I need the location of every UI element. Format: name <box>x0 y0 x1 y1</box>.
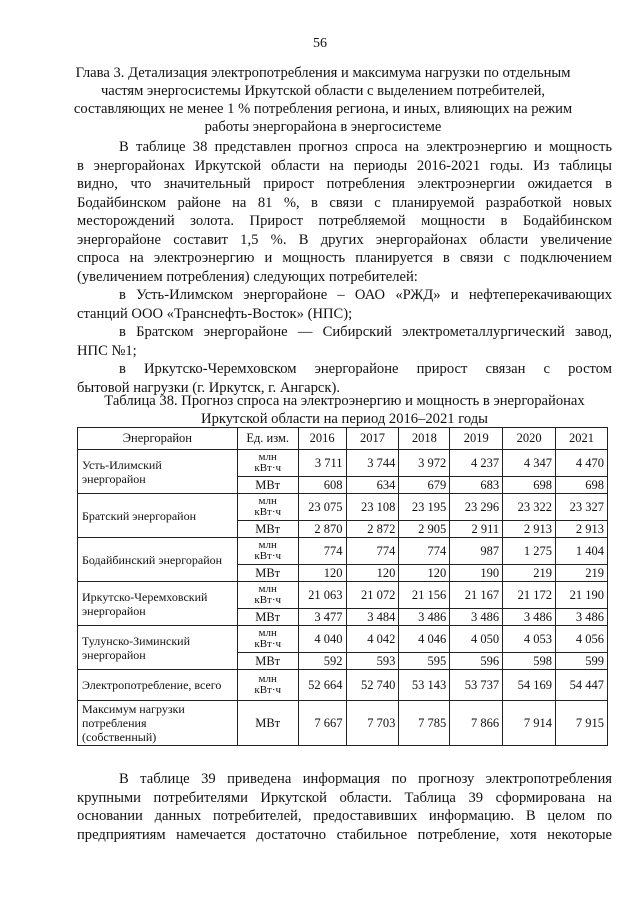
unit-cell: млн кВт·ч <box>237 670 298 701</box>
value-cell: 3 711 <box>298 450 346 477</box>
value-cell: 21 172 <box>503 582 556 609</box>
text-line: В таблице 39 приведена информация по прогнозу электропотребления <box>119 771 612 787</box>
value-cell: 7 785 <box>399 701 450 746</box>
value-cell: 592 <box>298 653 346 670</box>
value-cell: 3 486 <box>450 609 503 626</box>
column-header: 2018 <box>399 428 450 450</box>
unit-cell: МВт <box>237 565 298 582</box>
text-line: предприятиям намечается достаточно стабильное потребление, хотя некоторые <box>77 826 612 843</box>
unit-cell: млн кВт·ч <box>237 494 298 521</box>
unit-cell: МВт <box>237 521 298 538</box>
table-row-max-load <box>78 701 608 746</box>
value-cell: 7 703 <box>346 701 399 746</box>
text-line: в Иркутско-Черемховском энергорайоне прирост связан с ростом <box>119 361 612 377</box>
table-caption <box>77 393 612 428</box>
value-cell: 2 913 <box>503 521 556 538</box>
value-cell: 4 347 <box>503 450 556 477</box>
value-cell: 679 <box>399 477 450 494</box>
table-row <box>78 538 608 565</box>
value-cell: 698 <box>503 477 556 494</box>
value-cell: 120 <box>346 565 399 582</box>
table-row <box>78 494 608 521</box>
value-cell: 4 046 <box>399 626 450 653</box>
column-header: 2019 <box>450 428 503 450</box>
unit-cell: млн кВт·ч <box>237 450 298 477</box>
value-cell: 120 <box>298 565 346 582</box>
value-cell: 4 053 <box>503 626 556 653</box>
text-line: В таблице 38 представлен прогноз спроса на электроэнергию и мощность <box>119 139 612 155</box>
value-cell: 23 322 <box>503 494 556 521</box>
value-cell: 52 740 <box>346 670 399 701</box>
value-cell: 23 195 <box>399 494 450 521</box>
value-cell: 21 063 <box>298 582 346 609</box>
region-name: Иркутско-Черемховский энергорайон <box>78 582 238 626</box>
text-line: Бодайбинском районе на 81 %, в связи с планируемой разработкой новых <box>77 194 612 211</box>
text-line: в энергорайонах Иркутской области на периоды 2016-2021 годы. Из таблицы <box>77 157 612 174</box>
unit-cell: млн кВт·ч <box>237 582 298 609</box>
text-line: видно, что значительный прирост потребления электроэнергии ожидается в <box>77 176 612 192</box>
value-cell: 683 <box>450 477 503 494</box>
unit-cell: МВт <box>237 653 298 670</box>
table-row <box>78 626 608 653</box>
chapter-title <box>70 64 576 136</box>
column-header: 2017 <box>346 428 399 450</box>
value-cell: 3 486 <box>503 609 556 626</box>
value-cell: 3 484 <box>346 609 399 626</box>
text-line: крупными потребителями Иркутской области. Таблица 39 сформирована на <box>77 789 612 806</box>
value-cell: 4 042 <box>346 626 399 653</box>
paragraph-intro <box>77 138 612 286</box>
chapter-title-line: частям энергосистемы Иркутской области с выделением потребителей, <box>100 83 546 99</box>
value-cell: 774 <box>298 538 346 565</box>
unit-cell: МВт <box>237 477 298 494</box>
forecast-table <box>77 427 608 746</box>
paragraph-ust-ilimsk <box>77 286 612 323</box>
table-caption-line: Таблица 38. Прогноз спроса на электроэнергию и мощность в энергорайонах <box>104 393 585 409</box>
value-cell: 4 056 <box>556 626 608 653</box>
text-line: бытовой нагрузки (г. Иркутск, г. Ангарск). <box>77 379 340 396</box>
value-cell: 598 <box>503 653 556 670</box>
value-cell: 21 156 <box>399 582 450 609</box>
value-cell: 52 664 <box>298 670 346 701</box>
table-row-total <box>78 670 608 701</box>
value-cell: 54 447 <box>556 670 608 701</box>
region-name: Бодайбинский энергорайон <box>78 538 238 582</box>
value-cell: 3 972 <box>399 450 450 477</box>
text-line: НПС №1; <box>77 342 137 359</box>
column-header: 2016 <box>298 428 346 450</box>
value-cell: 219 <box>556 565 608 582</box>
value-cell: 634 <box>346 477 399 494</box>
value-cell: 23 327 <box>556 494 608 521</box>
text-line: (увеличением потребления) следующих потребителей: <box>77 268 418 285</box>
value-cell: 4 237 <box>450 450 503 477</box>
max-load-label: Максимум нагрузки потребления (собственный) <box>78 701 238 746</box>
column-header: 2020 <box>503 428 556 450</box>
region-name: Братский энергорайон <box>78 494 238 538</box>
value-cell: 7 667 <box>298 701 346 746</box>
value-cell: 21 190 <box>556 582 608 609</box>
value-cell: 23 108 <box>346 494 399 521</box>
column-header: Ед. изм. <box>237 428 298 450</box>
chapter-title-line: составляющих не менее 1 % потребления региона, и иных, влияющих на режим <box>73 101 573 117</box>
paragraph-table-39 <box>77 770 612 844</box>
value-cell: 2 872 <box>346 521 399 538</box>
unit-cell: млн кВт·ч <box>237 626 298 653</box>
value-cell: 7 914 <box>503 701 556 746</box>
column-header: 2021 <box>556 428 608 450</box>
region-name: Тулунско-Зиминский энергорайон <box>78 626 238 670</box>
paragraph-bratsk <box>77 323 612 360</box>
table-row <box>78 582 608 609</box>
unit-cell: млн кВт·ч <box>237 538 298 565</box>
value-cell: 987 <box>450 538 503 565</box>
value-cell: 23 075 <box>298 494 346 521</box>
value-cell: 2 905 <box>399 521 450 538</box>
chapter-title-line: Глава 3. Детализация электропотребления и максимума нагрузки по отдельным <box>75 65 571 81</box>
text-line: в Братском энергорайоне — Сибирский электрометаллургический завод, <box>119 324 612 340</box>
value-cell: 4 040 <box>298 626 346 653</box>
value-cell: 190 <box>450 565 503 582</box>
value-cell: 3 744 <box>346 450 399 477</box>
value-cell: 4 050 <box>450 626 503 653</box>
region-name: Усть-Илимский энергорайон <box>78 450 238 494</box>
total-label: Электропотребление, всего <box>78 670 238 701</box>
text-line: спроса на электроэнергию и мощность планируется в связи с подключением <box>77 250 612 266</box>
value-cell: 774 <box>399 538 450 565</box>
value-cell: 54 169 <box>503 670 556 701</box>
value-cell: 2 913 <box>556 521 608 538</box>
unit-cell: МВт <box>237 701 298 746</box>
value-cell: 1 275 <box>503 538 556 565</box>
value-cell: 608 <box>298 477 346 494</box>
column-header: Энергорайон <box>78 428 238 450</box>
value-cell: 53 737 <box>450 670 503 701</box>
value-cell: 7 915 <box>556 701 608 746</box>
value-cell: 1 404 <box>556 538 608 565</box>
value-cell: 4 470 <box>556 450 608 477</box>
value-cell: 2 870 <box>298 521 346 538</box>
value-cell: 7 866 <box>450 701 503 746</box>
value-cell: 3 477 <box>298 609 346 626</box>
value-cell: 21 072 <box>346 582 399 609</box>
value-cell: 21 167 <box>450 582 503 609</box>
unit-cell: МВт <box>237 609 298 626</box>
value-cell: 2 911 <box>450 521 503 538</box>
value-cell: 595 <box>399 653 450 670</box>
value-cell: 593 <box>346 653 399 670</box>
text-line: станций ООО «Транснефть-Восток» (НПС); <box>77 305 353 322</box>
table-row <box>78 450 608 477</box>
value-cell: 599 <box>556 653 608 670</box>
value-cell: 596 <box>450 653 503 670</box>
text-line: энергорайоне составит 1,5 %. В других энергорайонах области увеличение <box>77 231 612 248</box>
text-line: в Усть-Илимском энергорайоне – ОАО «РЖД» и нефтеперекачивающих <box>119 287 612 303</box>
text-line: основании данных потребителей, предоставивших информацию. В целом по <box>77 808 612 824</box>
value-cell: 698 <box>556 477 608 494</box>
value-cell: 219 <box>503 565 556 582</box>
value-cell: 3 486 <box>399 609 450 626</box>
value-cell: 53 143 <box>399 670 450 701</box>
table-caption-line: Иркутской области на период 2016–2021 годы <box>201 410 488 427</box>
value-cell: 3 486 <box>556 609 608 626</box>
page-number: 56 <box>313 36 327 51</box>
text-line: месторождений золота. Прирост потребляемой мощности в Бодайбинском <box>77 213 612 229</box>
value-cell: 774 <box>346 538 399 565</box>
paragraph-irkutsk <box>77 360 612 397</box>
value-cell: 120 <box>399 565 450 582</box>
chapter-title-line: работы энергорайона в энергосистеме <box>204 119 442 135</box>
value-cell: 23 296 <box>450 494 503 521</box>
